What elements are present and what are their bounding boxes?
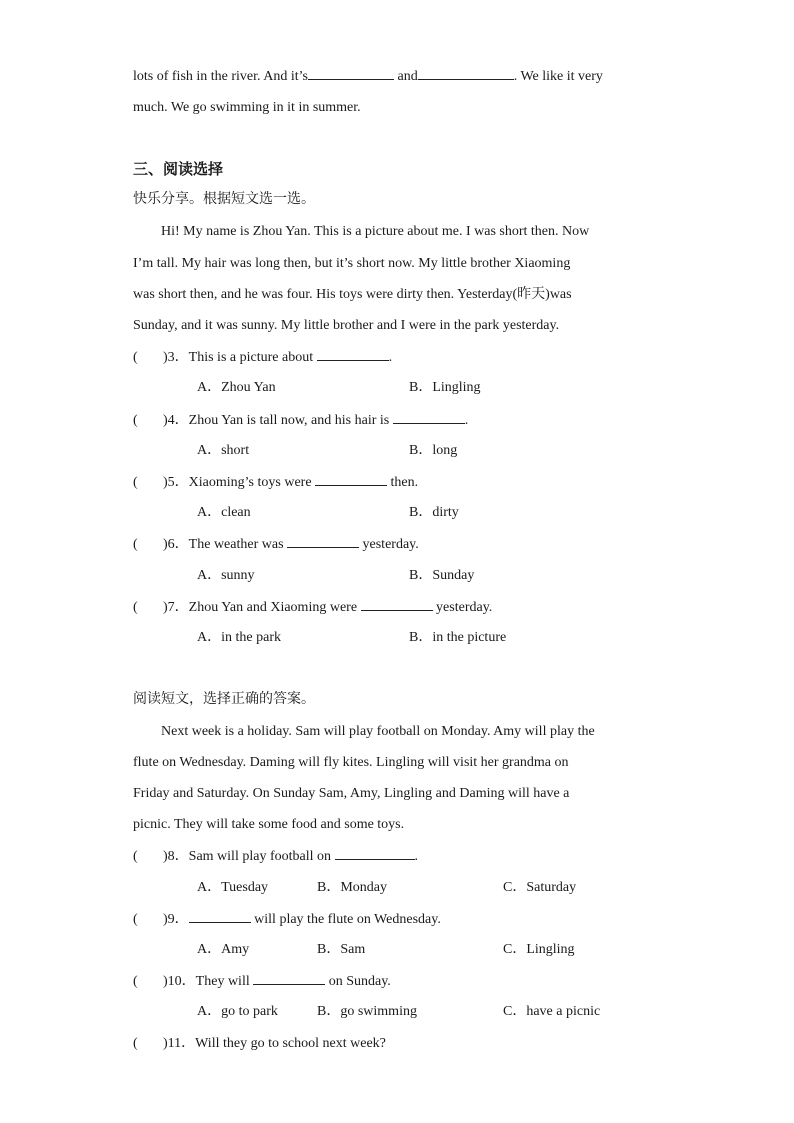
section-instruction: 快乐分享。根据短文选一选。: [133, 191, 315, 207]
passage-line: I’m tall. My hair was long then, but it’s short now. My little brother Xiaoming: [133, 256, 571, 271]
question-stem: Zhou Yan is tall now, and his hair is: [188, 413, 393, 428]
question-number: )10．: [163, 974, 196, 989]
answer-blank[interactable]: [317, 348, 389, 361]
answer-paren-open[interactable]: (: [133, 974, 138, 989]
option-b[interactable]: B．Monday: [317, 880, 387, 895]
question-number: )8．: [163, 849, 189, 864]
passage-line: Hi! My name is Zhou Yan. This is a picture about me. I was short then. Now: [161, 224, 590, 239]
answer-paren-open[interactable]: (: [133, 350, 138, 365]
question-5: [133, 473, 418, 492]
question-stem: then.: [387, 475, 419, 490]
option-b[interactable]: B．go swimming: [317, 1004, 417, 1019]
question-11: [133, 1035, 386, 1053]
answer-paren-open[interactable]: (: [133, 475, 138, 490]
question-6: [133, 535, 419, 554]
text-fragment: lots of fish in the river. And it’s: [133, 69, 308, 84]
question-number: )4．: [163, 413, 189, 428]
option-b[interactable]: B．Lingling: [409, 380, 481, 395]
option-a[interactable]: A．short: [197, 443, 250, 458]
question-stem: Xiaoming’s toys were: [188, 475, 316, 490]
answer-blank[interactable]: [418, 67, 514, 80]
answer-paren-open[interactable]: (: [133, 413, 138, 428]
answer-blank[interactable]: [308, 67, 394, 80]
question-stem: on Sunday.: [325, 974, 391, 989]
question-stem: Zhou Yan and Xiaoming were: [188, 600, 361, 615]
option-b[interactable]: B．in the picture: [409, 630, 507, 645]
option-a[interactable]: A．sunny: [197, 568, 255, 583]
passage-line: Next week is a holiday. Sam will play football on Monday. Amy will play the: [161, 724, 595, 739]
question-stem: They will: [195, 974, 254, 989]
answer-paren-open[interactable]: (: [133, 912, 138, 927]
question-8: [133, 847, 418, 866]
question-number: )5．: [163, 475, 189, 490]
question-stem: The weather was: [188, 537, 288, 552]
question-stem: yesterday.: [359, 537, 419, 552]
answer-blank[interactable]: [253, 972, 325, 985]
question-3: [133, 348, 392, 367]
option-b[interactable]: B．dirty: [409, 505, 459, 520]
question-9: [133, 910, 441, 929]
section-title: 三、阅读选择: [133, 160, 224, 178]
answer-paren-open[interactable]: (: [133, 849, 138, 864]
answer-blank[interactable]: [361, 598, 433, 611]
question-stem: This is a picture about: [188, 350, 317, 365]
question-stem: Will they go to school next week?: [195, 1036, 386, 1051]
passage-continuation-line-2: much. We go swimming in it in summer.: [133, 100, 361, 115]
option-b[interactable]: B．Sam: [317, 942, 366, 957]
option-b[interactable]: B．Sunday: [409, 568, 475, 583]
option-c[interactable]: C．Saturday: [503, 880, 577, 895]
section-instruction: 阅读短文，选择正确的答案。: [133, 691, 315, 707]
option-c[interactable]: C．have a picnic: [503, 1004, 601, 1019]
option-c[interactable]: C．Lingling: [503, 942, 575, 957]
question-7: [133, 598, 492, 617]
answer-blank[interactable]: [315, 473, 387, 486]
question-stem: will play the flute on Wednesday.: [250, 912, 441, 927]
option-a[interactable]: A．Tuesday: [197, 880, 269, 895]
answer-blank[interactable]: [189, 910, 251, 923]
passage-line: Friday and Saturday. On Sunday Sam, Amy, Lingling and Daming will have a: [133, 786, 570, 801]
question-4: [133, 411, 468, 430]
question-number: )7．: [163, 600, 189, 615]
question-stem: yesterday.: [432, 600, 493, 615]
text-fragment: and: [394, 69, 418, 84]
option-a[interactable]: A．Amy: [197, 942, 250, 957]
option-a[interactable]: A．in the park: [197, 630, 281, 645]
question-stem: .: [388, 350, 393, 365]
question-stem: Sam will play football on: [188, 849, 335, 864]
question-number: )3．: [163, 350, 189, 365]
option-a[interactable]: A．clean: [197, 505, 251, 520]
question-number: )9．: [163, 912, 189, 927]
answer-paren-open[interactable]: (: [133, 537, 138, 552]
question-number: )6．: [163, 537, 189, 552]
answer-blank[interactable]: [287, 535, 359, 548]
question-number: )11．: [163, 1036, 196, 1051]
passage-line: picnic. They will take some food and some toys.: [133, 817, 405, 832]
question-stem: .: [464, 413, 469, 428]
question-10: [133, 972, 391, 991]
answer-paren-open[interactable]: (: [133, 1036, 138, 1051]
answer-blank[interactable]: [393, 411, 465, 424]
answer-paren-open[interactable]: (: [133, 600, 138, 615]
option-b[interactable]: B．long: [409, 443, 458, 458]
option-a[interactable]: A．go to park: [197, 1004, 278, 1019]
passage-line: was short then, and he was four. His toys were dirty then. Yesterday(昨天)was: [133, 287, 572, 302]
question-stem: .: [414, 849, 418, 864]
text-fragment: . We like it very: [513, 69, 603, 84]
answer-blank[interactable]: [335, 847, 415, 860]
passage-line: Sunday, and it was sunny. My little brother and I were in the park yesterday.: [133, 318, 560, 333]
passage-line: flute on Wednesday. Daming will fly kites. Lingling will visit her grandma on: [133, 755, 569, 770]
passage-continuation-line-1: [133, 67, 603, 86]
option-a[interactable]: A．Zhou Yan: [197, 380, 276, 395]
